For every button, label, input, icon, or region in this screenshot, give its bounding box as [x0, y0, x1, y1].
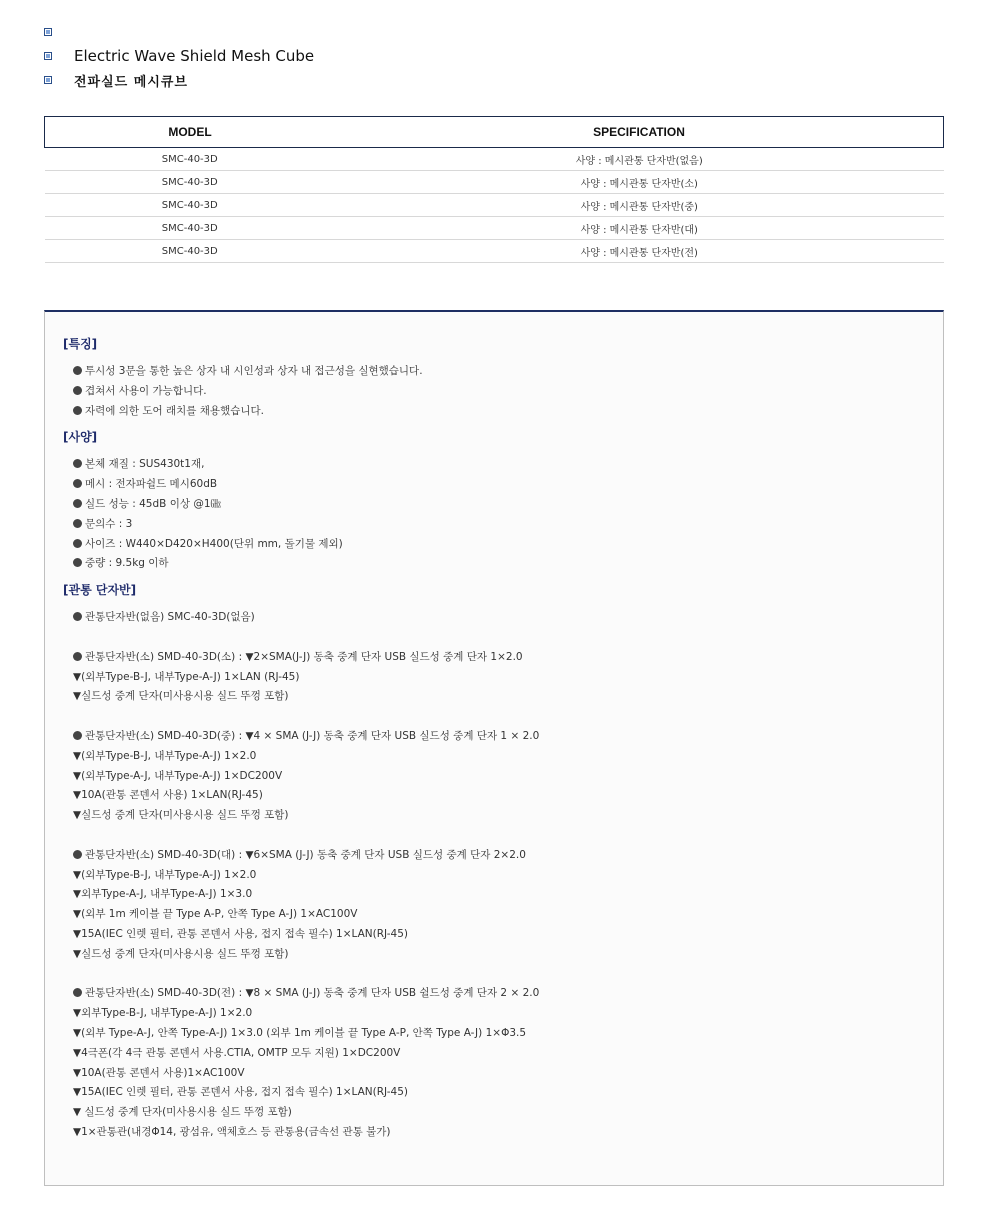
terminal-line: ▼1×관통관(내경Φ14, 광섬유, 액체호스 등 관통용(금속선 관통 불가)	[73, 1125, 391, 1138]
terminal-line: ▼(외부 1m 케이블 끝 Type A-P, 안쪽 Type A-J) 1×AC100V	[73, 908, 358, 921]
square-bullet-icon	[44, 28, 52, 36]
terminal-line: ▼실드성 중계 단자(미사용시용 실드 뚜껑 포함)	[73, 809, 289, 822]
terminal-line: ▼실드성 중계 단자(미사용시용 실드 뚜껑 포함)	[73, 690, 289, 703]
model-cell: SMC-40-3D	[45, 240, 336, 263]
feature-item: 겹쳐서 사용이 가능합니다.	[63, 382, 925, 402]
terminal-line: ▼외부Type-A-J, 내부Type-A-J) 1×3.0	[73, 888, 253, 901]
spec-item: 중량 : 9.5kg 이하	[63, 554, 925, 574]
terminal-group-bullet: 관통단자반(소) SMD-40-3D(대) : ▼6×SMA (J-J) 동축 중계 단자 USB 실드성 중계 단자 2×2.0	[63, 846, 925, 866]
group-gap	[63, 826, 925, 846]
terminal-line: ▼(외부Type-A-J, 내부Type-A-J) 1×DC200V	[73, 769, 283, 782]
spec-list	[63, 455, 925, 574]
model-cell: SMC-40-3D	[45, 217, 336, 240]
header-line-title-en	[44, 44, 314, 68]
model-cell: SMC-40-3D	[45, 194, 336, 217]
terminal-group-bullet: 관통단자반(소) SMD-40-3D(소) : ▼2×SMA(J-J) 동축 중계 단자 USB 실드성 중계 단자 1×2.0	[63, 648, 925, 668]
table-header-row	[45, 117, 944, 148]
spec-cell: 사양 : 메시관통 단자반(중)	[335, 194, 944, 217]
terminal-group-bullet: 관통단자반(소) SMD-40-3D(전) : ▼8 × SMA (J-J) 동축 중계 단자 USB 쉴드성 중계 단자 2 × 2.0	[63, 984, 925, 1004]
model-cell: SMC-40-3D	[45, 171, 336, 194]
spec-cell: 사양 : 메시관통 단자반(소)	[335, 171, 944, 194]
group-gap	[63, 628, 925, 648]
feature-item: 자력에 의한 도어 래치를 채용했습니다.	[63, 402, 925, 422]
table-row	[45, 217, 944, 240]
spec-cell: 사양 : 메시관통 단자반(전)	[335, 240, 944, 263]
product-title-en: Electric Wave Shield Mesh Cube	[74, 47, 315, 65]
header-block	[44, 20, 314, 92]
spec-item: 문의수 : 3	[63, 515, 925, 535]
model-spec-table	[44, 116, 944, 263]
terminal-section	[63, 580, 925, 1143]
product-title-ko: 전파실드 메시큐브	[74, 74, 188, 90]
terminal-list	[63, 608, 925, 1143]
spec-item: 본체 재질 : SUS430t1재,	[63, 455, 925, 475]
terminal-line: ▼10A(관통 콘덴서 사용) 1×LAN(RJ-45)	[73, 789, 263, 802]
header-line-title-ko	[44, 68, 314, 92]
spec-cell: 사양 : 메시관통 단자반(없음)	[335, 148, 944, 171]
features-title: [특징]	[63, 337, 98, 351]
table-row	[45, 194, 944, 217]
terminal-line: ▼ 실드성 중계 단자(미사용시용 실드 뚜껑 포함)	[73, 1106, 292, 1119]
terminal-line: ▼(외부Type-B-J, 내부Type-A-J) 1×2.0	[73, 749, 257, 762]
square-bullet-icon	[44, 76, 52, 84]
detail-content	[63, 334, 925, 1149]
table-row	[45, 148, 944, 171]
table-row	[45, 240, 944, 263]
feature-item: 투시성 3문을 통한 높은 상자 내 시인성과 상자 내 접근성을 실현했습니다.	[63, 362, 925, 382]
detail-panel	[44, 310, 944, 1186]
terminal-line: ▼15A(IEC 인렛 필터, 관통 콘덴서 사용, 접지 접속 필수) 1×LAN(RJ-45)	[73, 927, 408, 940]
terminal-group-bullet: 관통단자반(소) SMD-40-3D(중) : ▼4 × SMA (J-J) 동축 중계 단자 USB 실드성 중계 단자 1 × 2.0	[63, 727, 925, 747]
spec-item: 사이즈 : W440×D420×H400(단위 mm, 돌기물 제외)	[63, 535, 925, 555]
terminal-title: [관통 단자반]	[63, 583, 137, 598]
square-bullet-icon	[44, 52, 52, 60]
table-body	[45, 148, 944, 263]
terminal-line: ▼실드성 중계 단자(미사용시용 실드 뚜껑 포함)	[73, 947, 289, 960]
terminal-group-bullet: 관통단자반(없음) SMC-40-3D(없음)	[63, 608, 925, 628]
features-section	[63, 334, 925, 421]
terminal-line: ▼10A(관통 콘덴서 사용)1×AC100V	[73, 1066, 245, 1079]
spec-item: 실드 성능 : 45dB 이상 @1㎓	[63, 495, 925, 515]
spec-item: 메시 : 전자파쉴드 메시60dB	[63, 475, 925, 495]
spec-section	[63, 427, 925, 574]
group-gap	[63, 707, 925, 727]
terminal-line: ▼(외부Type-B-J, 내부Type-A-J) 1×LAN (RJ-45)	[73, 670, 300, 683]
model-column-header: MODEL	[45, 117, 336, 148]
terminal-line: ▼15A(IEC 인렛 필터, 관통 콘덴서 사용, 접지 접속 필수) 1×LAN(RJ-45)	[73, 1086, 408, 1099]
group-gap	[63, 965, 925, 985]
terminal-line: ▼4극폰(각 4극 관통 콘덴서 사용.CTIA, OMTP 모두 지원) 1×DC200V	[73, 1046, 401, 1059]
specification-column-header: SPECIFICATION	[335, 117, 944, 148]
terminal-line: ▼(외부Type-B-J, 내부Type-A-J) 1×2.0	[73, 868, 257, 881]
features-list	[63, 362, 925, 421]
header-line-empty	[44, 20, 314, 44]
spec-cell: 사양 : 메시관통 단자반(대)	[335, 217, 944, 240]
table-row	[45, 171, 944, 194]
model-cell: SMC-40-3D	[45, 148, 336, 171]
terminal-line: ▼외부Type-B-J, 내부Type-A-J) 1×2.0	[73, 1007, 253, 1020]
spec-title: [사양]	[63, 430, 98, 445]
terminal-line: ▼(외부 Type-A-J, 안쪽 Type-A-J) 1×3.0 (외부 1m 케이블 끝 Type A-P, 안쪽 Type A-J) 1×Φ3.5	[73, 1026, 527, 1039]
